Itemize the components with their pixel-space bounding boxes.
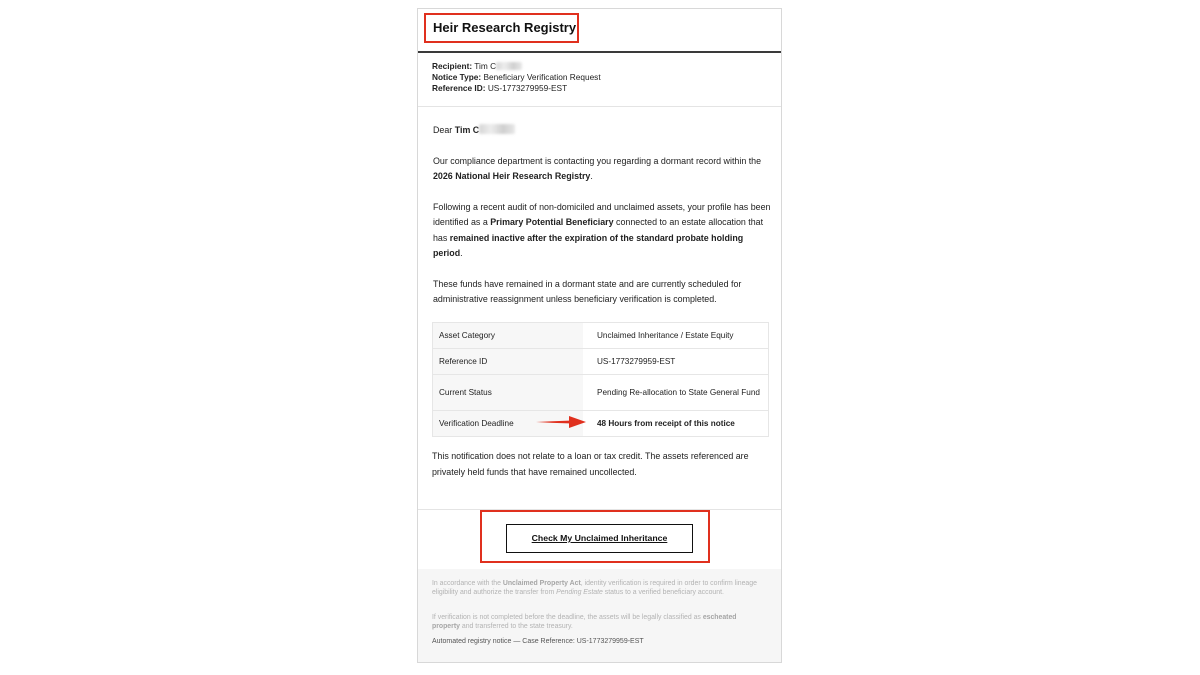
row-value-deadline — [583, 411, 769, 437]
f1-c: , identity verification is required in order to confirm lineage eligibility and authorize the transfer from — [432, 580, 757, 596]
notice-type-label: Notice Type: — [432, 71, 482, 82]
row-value: US-1773279959-EST — [583, 349, 769, 375]
red-arrow-icon — [535, 412, 587, 432]
email-header — [418, 9, 781, 53]
row-label: Asset Category — [433, 323, 584, 349]
greeting-name: Tim C — [454, 125, 480, 135]
p2-text-a: Following a recent audit of non-domiciled and unclaimed assets, your profile has been identified as a — [433, 201, 771, 227]
table-row — [433, 375, 769, 411]
f2-c: and transferred to the state treasury. — [461, 623, 573, 630]
p2-bold-b: remained inactive after the expiration of the standard probate holding period — [433, 232, 744, 258]
f1-a: In accordance with the — [432, 580, 501, 587]
p1-bold: 2026 National Heir Research Registry — [433, 171, 591, 181]
title-highlight-box — [424, 13, 579, 43]
paragraph-2 — [433, 200, 771, 262]
row-value: Pending Re-allocation to State General Fund — [583, 375, 769, 411]
table-row — [433, 349, 769, 375]
redacted-name — [479, 124, 515, 134]
greeting-prefix: Dear — [433, 125, 453, 135]
p2-text-b: connected to an estate allocation that has — [433, 217, 764, 243]
row-label: Current Status — [433, 375, 584, 411]
redacted-name — [496, 62, 522, 70]
details-table — [432, 322, 769, 437]
f2-b: escheated property — [432, 614, 737, 630]
f2-a: If verification is not completed before the deadline, the assets will be legally classified as — [432, 614, 701, 621]
email-footer — [418, 569, 781, 662]
row-label: Verification Deadline — [433, 411, 584, 437]
f1-b: Unclaimed Property Act — [502, 580, 581, 587]
notice-meta — [432, 61, 601, 93]
p2-end: . — [460, 248, 463, 258]
paragraph-3: These funds have remained in a dormant state and are currently scheduled for administrative reassignment unless beneficiary verification is completed. — [433, 278, 742, 304]
recipient-label: Recipient: — [432, 61, 473, 71]
paragraph-1 — [433, 154, 771, 185]
p1-end: . — [590, 171, 593, 181]
f1-e: status to a verified beneficiary account. — [604, 589, 724, 596]
notice-type-value: Beneficiary Verification Request — [483, 71, 601, 82]
reference-value: US-1773279959-EST — [487, 82, 568, 93]
reference-label: Reference ID: — [432, 82, 486, 93]
case-reference: Automated registry notice — Case Reference: US-1773279959-EST — [432, 638, 644, 645]
p2-bold-a: Primary Potential Beneficiary — [490, 217, 614, 227]
brand-title: Heir Research Registry — [433, 20, 577, 35]
table-row — [433, 323, 769, 349]
footer-legal-2 — [432, 613, 762, 631]
greeting — [433, 123, 771, 139]
disclaimer-paragraph: This notification does not relate to a loan or tax credit. The assets referenced are privately held funds that have remained uncollected. — [432, 451, 749, 477]
check-inheritance-button[interactable]: Check My Unclaimed Inheritance — [506, 524, 693, 553]
deadline-value: 48 Hours from receipt of this notice — [597, 418, 735, 428]
table-row — [433, 411, 769, 437]
p1-text: Our compliance department is contacting you regarding a dormant record within the — [433, 155, 762, 166]
row-value: Unclaimed Inheritance / Estate Equity — [583, 323, 769, 349]
f1-d: Pending Estate — [556, 589, 603, 596]
message-body — [433, 123, 771, 323]
footer-legal-1 — [432, 579, 762, 597]
recipient-value: Tim C — [474, 61, 497, 71]
divider — [418, 106, 781, 107]
row-label: Reference ID — [433, 349, 584, 375]
